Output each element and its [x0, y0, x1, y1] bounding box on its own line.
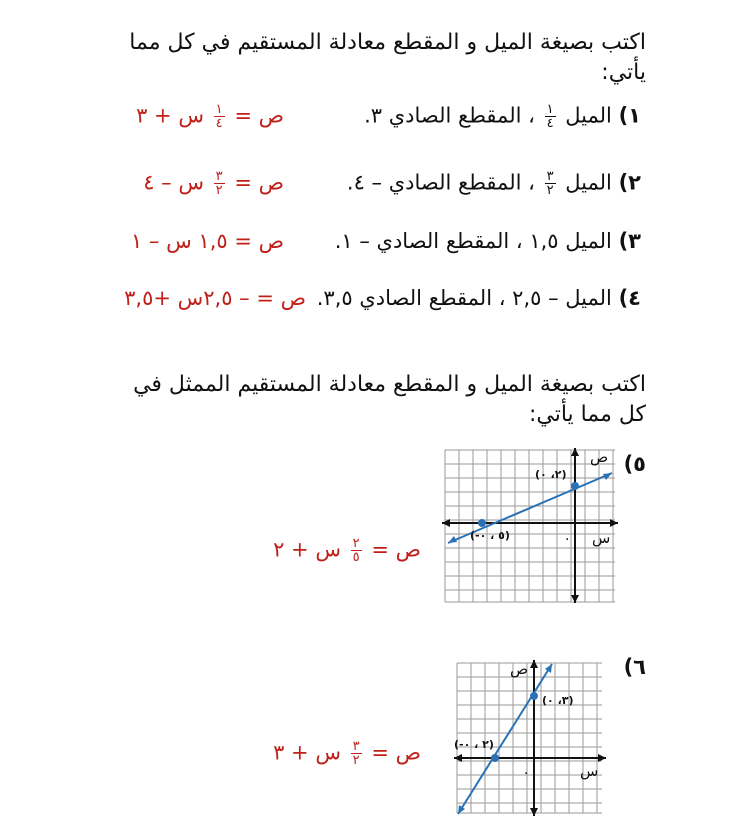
question-number: ١): [618, 103, 641, 128]
y-intercept-label: (٢، ٠): [535, 468, 567, 481]
question-text: ، المقطع الصادي ٣.: [364, 103, 535, 128]
question-2: [347, 170, 641, 197]
origin-label: .: [565, 528, 570, 544]
question-number: ٦): [623, 655, 646, 679]
x-intercept-label: (-٢ ، ٠): [454, 738, 494, 751]
slope-fraction: $\frac{٣}{٢}$: [546, 169, 554, 198]
answer-fraction: $\frac{١}{٤}$: [215, 102, 223, 131]
question-5-number: [624, 452, 646, 476]
question-number: ٥): [623, 452, 646, 476]
y-intercept-label: (٣، ٠): [542, 694, 574, 707]
question-text: الميل – ٢,٥ ، المقطع الصادي ٣,٥.: [316, 286, 612, 310]
answer-fraction: $\frac{٣}{٢}$: [215, 169, 223, 198]
question-4: [317, 286, 641, 310]
question-number: ٣): [618, 229, 641, 253]
question-text: الميل ١,٥ ، المقطع الصادي – ١.: [334, 229, 612, 253]
y-intercept-point: [530, 692, 538, 700]
question-text: الميل: [565, 170, 612, 195]
y-axis-label: ص: [590, 448, 609, 466]
question-text: الميل: [565, 103, 612, 128]
origin-label: .: [524, 762, 529, 778]
y-intercept-point: [571, 482, 579, 490]
question-number: ٤): [618, 286, 641, 310]
slope-fraction: $\frac{١}{٤}$: [546, 102, 554, 131]
graph-5: [440, 445, 620, 605]
x-intercept-label: (-٥ ، ٠): [470, 529, 510, 542]
graph-6: [452, 658, 612, 818]
x-axis-label: س: [592, 529, 611, 547]
x-intercept-point: [478, 519, 486, 527]
x-intercept-point: [491, 754, 499, 762]
answer-fraction: $\frac{٣}{٢}$: [352, 739, 360, 768]
section2-heading: اكتب بصيغة الميل و المقطع معادلة المستقيم الممثل في كل مما يأتي:: [133, 372, 646, 427]
axes: [442, 448, 618, 603]
y-axis-label: ص: [510, 660, 529, 678]
section1-heading: اكتب بصيغة الميل و المقطع معادلة المستقيم في كل مما يأتي:: [129, 30, 646, 85]
question-3: [335, 229, 641, 253]
question-1: [364, 103, 641, 130]
answer-1: ص = $\frac{١}{٤}$ س + ٣: [136, 102, 284, 131]
question-number: ٢): [618, 170, 641, 195]
answer-fraction: $\frac{٢}{٥}$: [352, 536, 360, 565]
answer-6: ص = $\frac{٣}{٢}$ س + ٣: [273, 739, 421, 768]
answer-5: ص = $\frac{٢}{٥}$ س + ٢: [273, 536, 421, 565]
answer-2: ص = $\frac{٣}{٢}$ س – ٤: [143, 169, 284, 198]
answer-3: ص = ١,٥ س – ١: [130, 229, 284, 253]
answer-4: ص = – ٢,٥س +٣,٥: [124, 286, 306, 310]
x-axis-label: س: [580, 762, 599, 780]
question-text: ، المقطع الصادي – ٤.: [346, 170, 535, 195]
question-6-number: [624, 655, 646, 679]
